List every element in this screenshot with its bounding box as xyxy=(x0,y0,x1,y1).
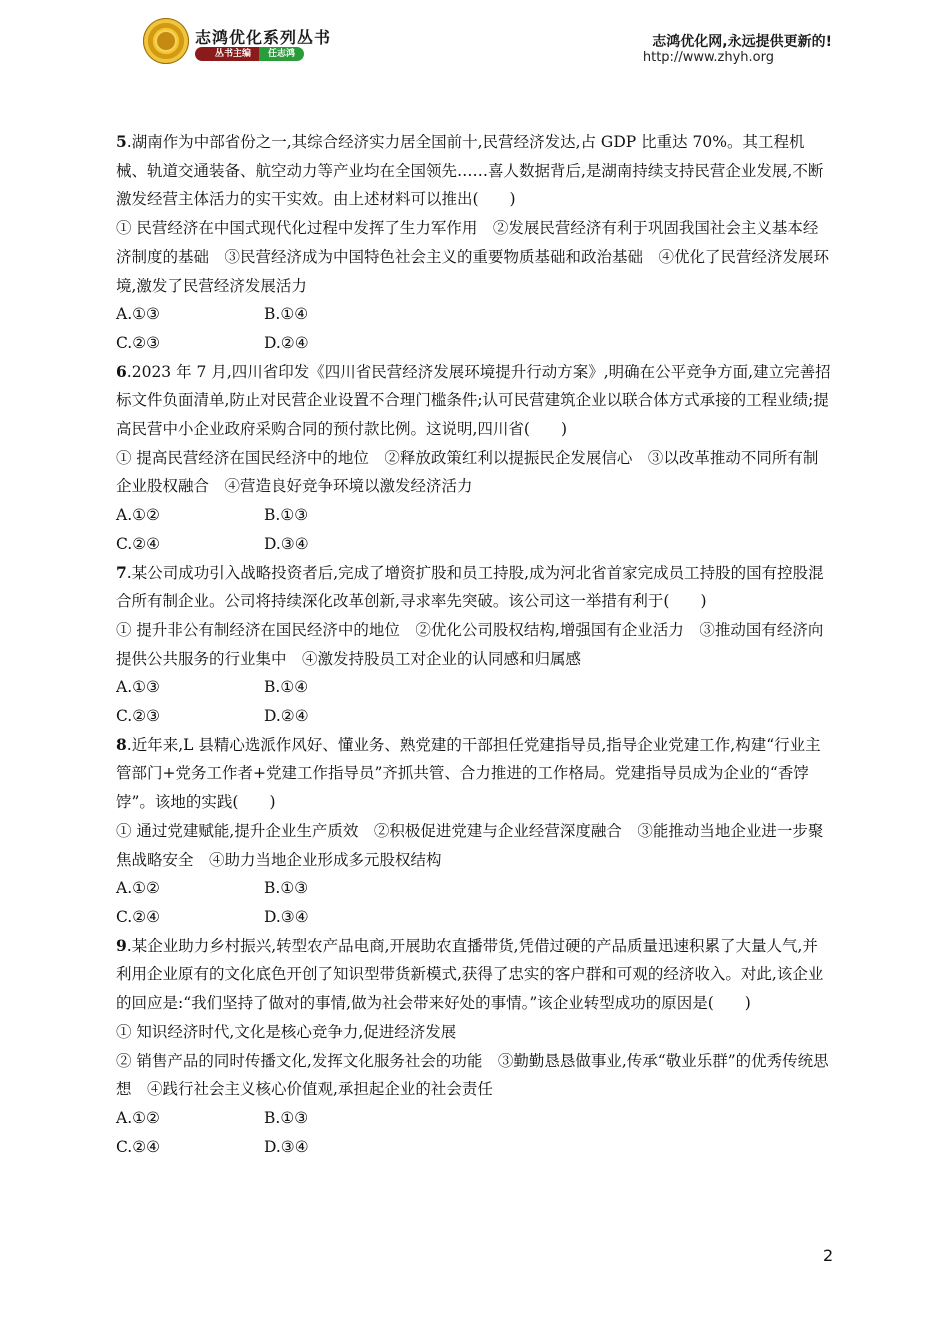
option-b[interactable]: B.①③ xyxy=(264,1108,309,1127)
question-statements: ① 提升非公有制经济在国民经济中的地位 ②优化公司股权结构,增强国有企业活力 ③推动国有经济向提供公共服务的行业集中 ④激发持股员工对企业的认同感和归属感 xyxy=(116,620,824,668)
question-number: 7 xyxy=(116,562,127,582)
option-d[interactable]: D.③④ xyxy=(264,907,309,926)
option-a[interactable]: A.①② xyxy=(116,1108,160,1127)
option-row xyxy=(116,1104,832,1133)
option-row xyxy=(116,530,832,559)
site-slogan: 志鸿优化网,永远提供更新的! xyxy=(652,34,832,50)
editor-label: 丛书主编 xyxy=(195,47,259,61)
option-row xyxy=(116,1133,832,1162)
editor-name: 任志鸿 xyxy=(259,47,304,61)
option-row xyxy=(116,673,832,702)
question-statement-1: ① 知识经济时代,文化是核心竞争力,促进经济发展 xyxy=(116,1022,457,1041)
option-b[interactable]: B.①③ xyxy=(264,879,309,898)
question-number: 5 xyxy=(116,132,127,151)
option-a[interactable]: A.①③ xyxy=(116,678,160,697)
page-header xyxy=(0,0,950,80)
question-stem: 8.近年来,L 县精心选派作风好、懂业务、熟党建的干部担任党建指导员,指导企业党建工作,构建“行业主管部门+党务工作者+党建工作指导员”齐抓共管、合力推进的工作格局。党建指导员成为企业的“香饽饽”。该地的实践( ) xyxy=(116,734,821,812)
option-c[interactable]: C.②④ xyxy=(116,534,161,553)
question-number: 9 xyxy=(116,935,127,955)
option-c[interactable]: C.②④ xyxy=(116,1137,161,1156)
question-5 xyxy=(116,128,832,358)
option-a[interactable]: A.①② xyxy=(116,879,160,898)
question-number: 8 xyxy=(116,734,127,754)
series-editor-banner xyxy=(195,47,304,61)
question-number: 6 xyxy=(116,361,127,381)
question-stem: 5.湖南作为中部省份之一,其综合经济实力居全国前十,民营经济发达,占 GDP 比重达 70%。其工程机械、轨道交通装备、航空动力等产业均在全国领先……喜人数据背后,是湖南持续支持民营企业发展,不断激发经营主体活力的实干实效。由上述材料可以推出( ) xyxy=(116,132,824,209)
question-stem: 7.某公司成功引入战略投资者后,完成了增资扩股和员工持股,成为河北省首家完成员工持股的国有控股混合所有制企业。公司将持续深化改革创新,寻求率先突破。该公司这一举措有利于( ) xyxy=(116,562,824,611)
question-7 xyxy=(116,559,832,731)
option-row xyxy=(116,329,832,358)
option-b[interactable]: B.①④ xyxy=(264,678,309,697)
question-list xyxy=(116,128,832,1161)
question-9 xyxy=(116,932,832,1162)
option-row xyxy=(116,300,832,329)
option-a[interactable]: A.①② xyxy=(116,506,160,525)
option-row xyxy=(116,874,832,903)
question-statements: ① 通过党建赋能,提升企业生产质效 ②积极促进党建与企业经营深度融合 ③能推动当地企业进一步聚焦战略安全 ④助力当地企业形成多元股权结构 xyxy=(116,821,824,869)
option-b[interactable]: B.①③ xyxy=(264,506,309,525)
question-stem: 9.某企业助力乡村振兴,转型农产品电商,开展助农直播带货,凭借过硬的产品质量迅速积累了大量人气,并利用企业原有的文化底色开创了知识型带货新模式,获得了忠实的客户群和可观的经济收入。对此,该企业的回应是:“我们坚持了做对的事情,做为社会带来好处的事情。”该企业转型成功的原因是( ) xyxy=(116,935,824,1013)
option-a[interactable]: A.①③ xyxy=(116,305,160,324)
option-c[interactable]: C.②③ xyxy=(116,333,161,352)
site-url[interactable]: http://www.zhyh.org xyxy=(642,50,774,65)
option-c[interactable]: C.②④ xyxy=(116,907,161,926)
series-title: 志鸿优化系列丛书 xyxy=(195,28,332,47)
question-8 xyxy=(116,731,832,932)
option-row xyxy=(116,501,832,530)
option-d[interactable]: D.②④ xyxy=(264,333,309,352)
option-c[interactable]: C.②③ xyxy=(116,707,161,726)
option-d[interactable]: D.③④ xyxy=(264,534,309,553)
question-6 xyxy=(116,358,832,559)
question-stem: 6.2023 年 7 月,四川省印发《四川省民营经济发展环境提升行动方案》,明确在公平竞争方面,建立完善招标文件负面清单,防止对民营企业设置不合理门槛条件;认可民营建筑企业以联合体方式承接的工程业绩;提高民营中小企业政府采购合同的预付款比例。这说明,四川省( ) xyxy=(116,361,831,439)
series-logo-icon xyxy=(143,18,189,64)
question-statements: ① 民营经济在中国式现代化过程中发挥了生力军作用 ②发展民营经济有利于巩固我国社会主义基本经济制度的基础 ③民营经济成为中国特色社会主义的重要物质基础和政治基础 ④优化了民营经济发展环境,激发了民营经济发展活力 xyxy=(116,219,830,295)
option-d[interactable]: D.②④ xyxy=(264,707,309,726)
option-row xyxy=(116,702,832,731)
option-b[interactable]: B.①④ xyxy=(264,305,309,324)
page-number: 2 xyxy=(823,1246,834,1265)
option-d[interactable]: D.③④ xyxy=(264,1137,309,1156)
question-statements: ② 销售产品的同时传播文化,发挥文化服务社会的功能 ③勤勤恳恳做事业,传承“敬业乐群”的优秀传统思想 ④践行社会主义核心价值观,承担起企业的社会责任 xyxy=(116,1051,829,1099)
question-statements: ① 提高民营经济在国民经济中的地位 ②释放政策红利以提振民企发展信心 ③以改革推动不同所有制企业股权融合 ④营造良好竞争环境以激发经济活力 xyxy=(116,448,819,496)
option-row xyxy=(116,903,832,932)
